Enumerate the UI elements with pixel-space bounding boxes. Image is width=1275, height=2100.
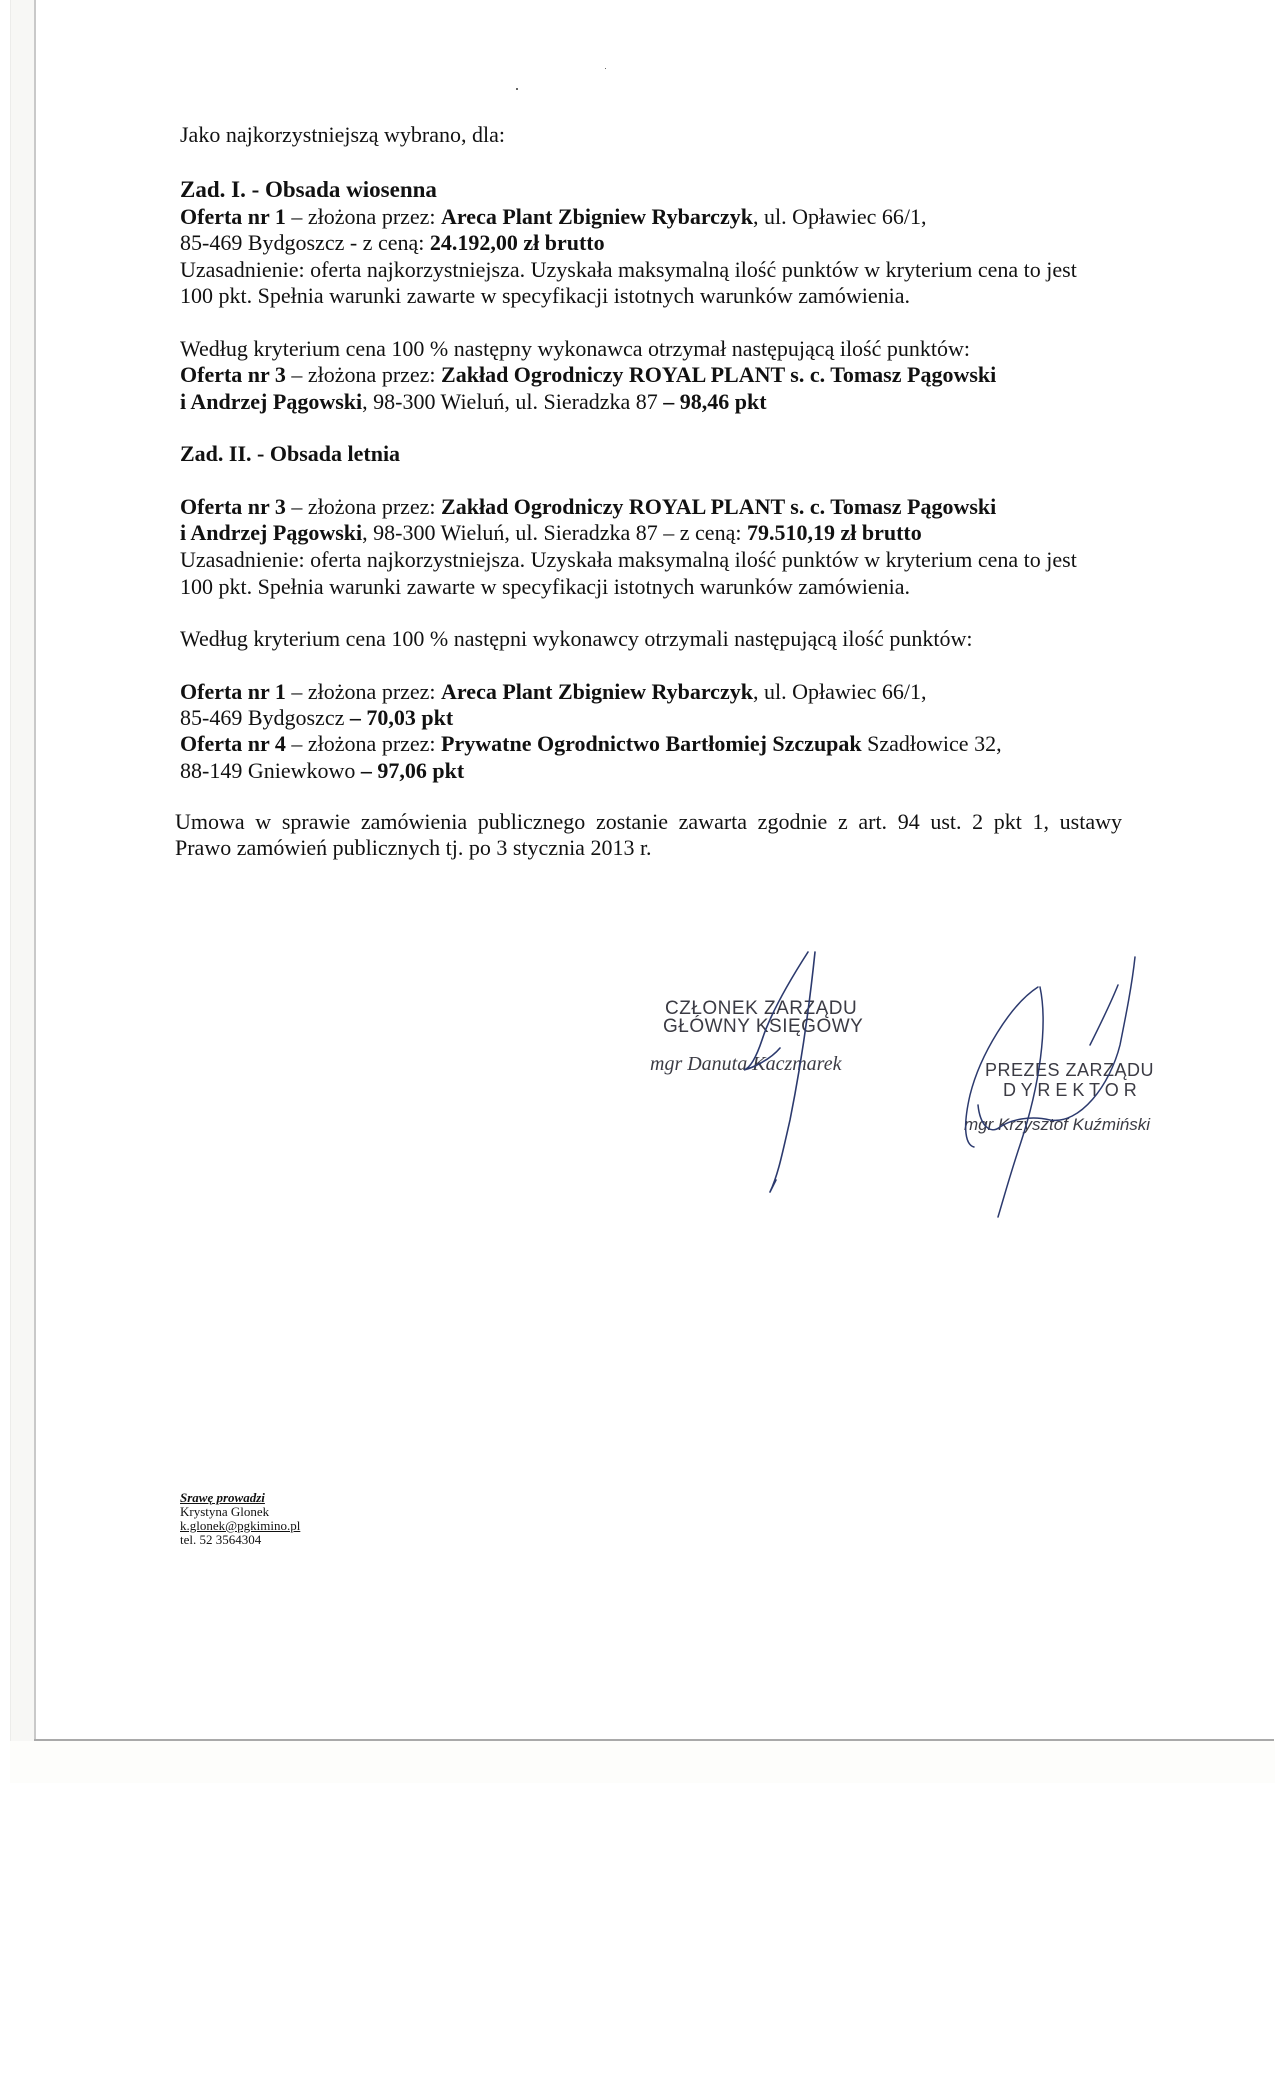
offer-company: Prywatne Ogrodnictwo Bartłomiej Szczupak xyxy=(441,731,862,756)
offer-address: 85-469 Bydgoszcz xyxy=(180,705,350,730)
offer-by: – złożona przez: xyxy=(285,731,442,756)
task2-other2-line1 xyxy=(180,731,1002,757)
task1-winner-line2 xyxy=(180,230,605,256)
offer-points: – 70,03 pkt xyxy=(349,705,454,730)
task2-winner-line1 xyxy=(180,494,996,520)
task2-other2-line2 xyxy=(180,758,464,784)
closing-line-2: Prawo zamówień publicznych tj. po 3 stycznia 2013 r. xyxy=(175,835,652,860)
task1-criterion: Według kryterium cena 100 % następny wykonawca otrzymał następującą ilość punktów: xyxy=(180,336,970,361)
page-edge-bottom xyxy=(34,1739,1274,1741)
intro-text: Jako najkorzystniejszą wybrano, dla: xyxy=(180,122,506,147)
page-edge-left xyxy=(34,0,36,1741)
task1-other-line1 xyxy=(180,362,996,388)
contact-name: Krystyna Glonek xyxy=(180,1504,270,1519)
closing-line-1: Umowa w sprawie zamówienia publicznego zostanie zawarta zgodnie z art. 94 ust. 2 pkt 1, ustawy xyxy=(175,809,1122,834)
offer-address: 85-469 Bydgoszcz - z ceną: xyxy=(180,230,430,255)
scan-margin-band xyxy=(10,0,36,1783)
offer-label: Oferta nr 3 xyxy=(180,494,286,519)
offer-address: , ul. Opławiec 66/1, xyxy=(752,204,927,229)
task2-winner-line2 xyxy=(180,520,922,546)
offer-company: Areca Plant Zbigniew Rybarczyk xyxy=(441,679,753,704)
task1-justification-2: 100 pkt. Spełnia warunki zawarte w specyfikacji istotnych warunków zamówienia. xyxy=(180,283,911,308)
offer-address: , 98-300 Wieluń, ul. Sieradzka 87 – z ceną: xyxy=(362,520,747,545)
task1-justification-1: Uzasadnienie: oferta najkorzystniejsza. Uzyskała maksymalną ilość punktów w kryterium cena to jest xyxy=(180,257,1077,282)
task2-other1-line1 xyxy=(180,679,926,705)
offer-company: Zakład Ogrodniczy ROYAL PLANT s. c. Tomasz Pągowski xyxy=(441,494,997,519)
contact-heading: Srawę prowadzi xyxy=(180,1490,265,1505)
offer-company: Areca Plant Zbigniew Rybarczyk xyxy=(441,204,753,229)
task1-other-line2 xyxy=(180,389,767,415)
scan-lower-band xyxy=(10,1741,1275,1783)
stamp-left-name: mgr Danuta Kaczmarek xyxy=(650,1053,842,1075)
offer-address: 88-149 Gniewkowo xyxy=(180,758,361,783)
scan-speck xyxy=(605,68,606,69)
contact-phone: tel. 52 3564304 xyxy=(180,1532,262,1547)
stamp-right-name: mgr Krzysztof Kuźmiński xyxy=(964,1115,1151,1134)
scan-speck xyxy=(516,88,518,90)
offer-company: i Andrzej Pągowski xyxy=(180,389,363,414)
offer-address: Szadłowice 32, xyxy=(861,731,1002,756)
task2-heading: Zad. II. - Obsada letnia xyxy=(180,441,401,466)
offer-company: Zakład Ogrodniczy ROYAL PLANT s. c. Tomasz Pągowski xyxy=(441,362,997,387)
signature-left xyxy=(690,940,870,1210)
offer-by: – złożona przez: xyxy=(285,679,442,704)
offer-by: – złożona przez: xyxy=(285,204,442,229)
offer-label: Oferta nr 4 xyxy=(180,731,286,756)
contact-email-link[interactable]: k.glonek@pgkimino.pl xyxy=(180,1518,301,1533)
offer-price: 79.510,19 zł brutto xyxy=(746,520,922,545)
offer-points: – 98,46 pkt xyxy=(663,389,767,414)
task1-heading: Zad. I. - Obsada wiosenna xyxy=(180,177,437,202)
offer-label: Oferta nr 1 xyxy=(180,204,286,229)
offer-price: 24.192,00 zł brutto xyxy=(429,230,605,255)
task2-criterion: Według kryterium cena 100 % następni wykonawcy otrzymali następującą ilość punktów: xyxy=(180,626,973,651)
offer-address: , 98-300 Wieluń, ul. Sieradzka 87 xyxy=(362,389,664,414)
stamp-right-line2: D Y R E K T O R xyxy=(1003,1080,1137,1100)
task1-winner-line1 xyxy=(180,204,926,230)
task2-justification-1: Uzasadnienie: oferta najkorzystniejsza. Uzyskała maksymalną ilość punktów w kryterium cena to jest xyxy=(180,547,1077,572)
stamp-left-line2: GŁÓWNY KSIĘGOWY xyxy=(663,1016,864,1037)
offer-label: Oferta nr 1 xyxy=(180,679,286,704)
offer-company: i Andrzej Pągowski xyxy=(180,520,363,545)
offer-by: – złożona przez: xyxy=(285,362,442,387)
task2-justification-2: 100 pkt. Spełnia warunki zawarte w specyfikacji istotnych warunków zamówienia. xyxy=(180,574,911,599)
offer-label: Oferta nr 3 xyxy=(180,362,286,387)
signature-right xyxy=(940,945,1170,1230)
stamp-right-line1: PREZES ZARZĄDU xyxy=(985,1060,1155,1080)
task2-other1-line2 xyxy=(180,705,453,731)
stamp-left-line1: CZŁONEK ZARZĄDU xyxy=(665,998,858,1019)
offer-address: , ul. Opławiec 66/1, xyxy=(752,679,927,704)
offer-points: – 97,06 pkt xyxy=(360,758,465,783)
offer-by: – złożona przez: xyxy=(285,494,442,519)
